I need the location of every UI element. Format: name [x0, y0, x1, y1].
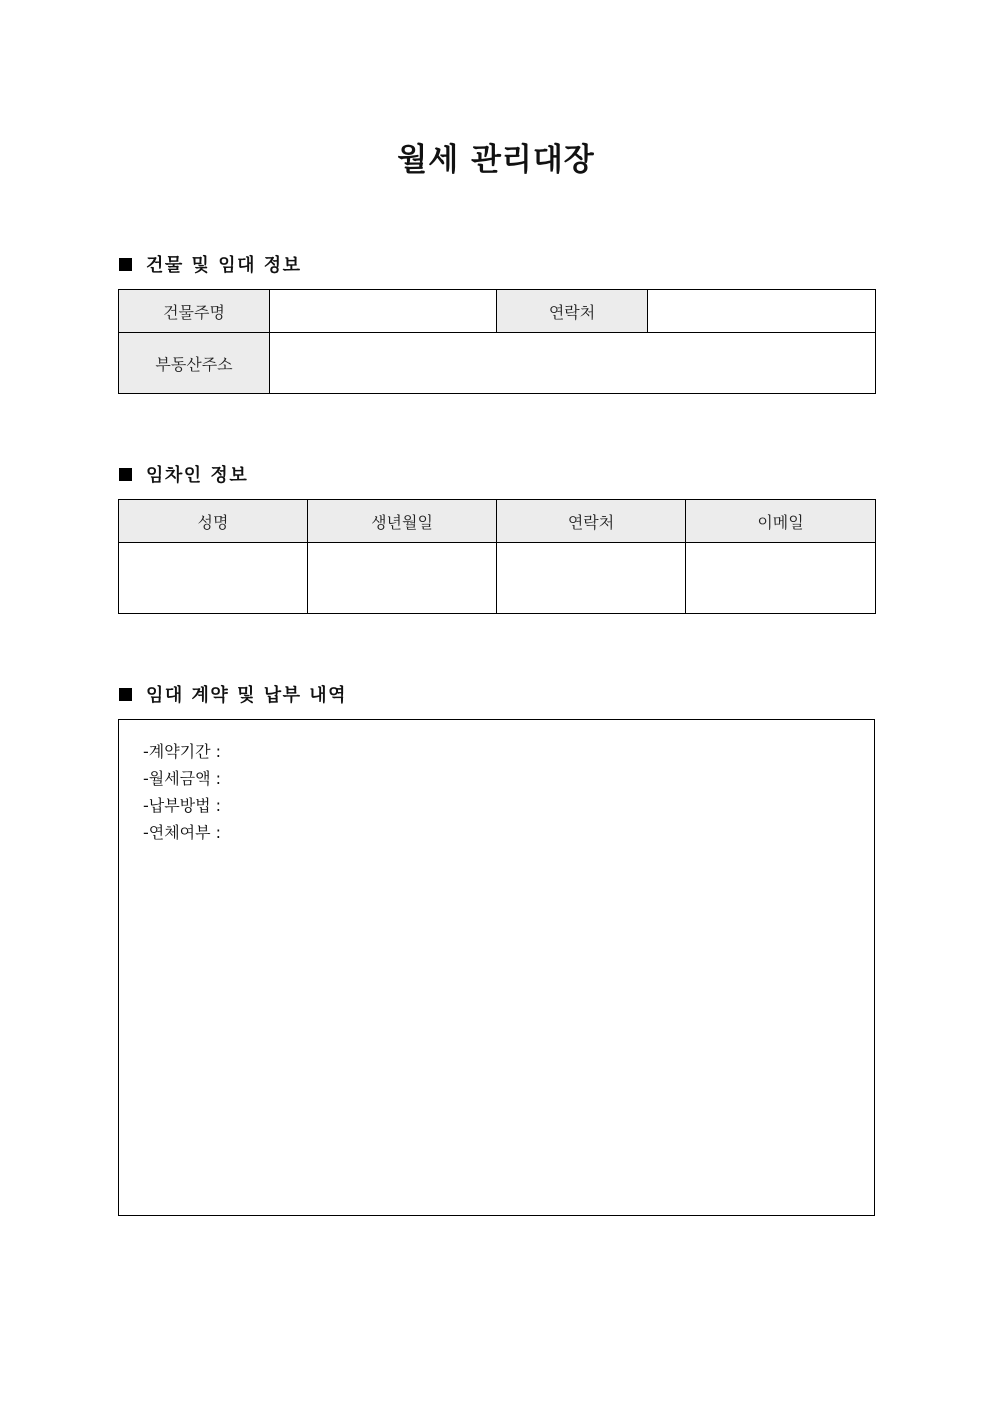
square-bullet-icon [119, 468, 132, 481]
building-info-table [118, 289, 876, 394]
tenant-name-field[interactable] [119, 543, 308, 614]
contact-field[interactable] [648, 290, 876, 333]
tenant-info-table [118, 499, 876, 614]
property-address-field[interactable] [270, 333, 876, 394]
contract-period-line: -계약기간 : [143, 742, 222, 761]
table-row [119, 290, 876, 333]
contact-label: 연락처 [497, 290, 648, 333]
section-heading-label: 건물 및 임대 정보 [146, 255, 302, 276]
tenant-contact-field[interactable] [497, 543, 686, 614]
column-header-birthdate: 생년월일 [308, 500, 497, 543]
square-bullet-icon [119, 258, 132, 271]
table-header-row [119, 500, 876, 543]
section-heading-contract [119, 682, 347, 706]
property-address-label: 부동산주소 [119, 333, 270, 394]
section-heading-tenant [119, 462, 248, 486]
table-row [119, 333, 876, 394]
column-header-name: 성명 [119, 500, 308, 543]
table-row [119, 543, 876, 614]
tenant-birthdate-field[interactable] [308, 543, 497, 614]
section-heading-building [119, 252, 302, 276]
overdue-status-line: -연체여부 : [143, 823, 222, 842]
section-heading-label: 임대 계약 및 납부 내역 [146, 685, 348, 706]
contract-details-list [143, 738, 221, 846]
section-heading-label: 임차인 정보 [146, 465, 249, 486]
monthly-rent-line: -월세금액 : [143, 769, 222, 788]
owner-name-field[interactable] [270, 290, 497, 333]
payment-method-line: -납부방법 : [143, 796, 222, 815]
owner-name-label: 건물주명 [119, 290, 270, 333]
column-header-contact: 연락처 [497, 500, 686, 543]
square-bullet-icon [119, 688, 132, 701]
tenant-email-field[interactable] [686, 543, 876, 614]
contract-details-box[interactable] [118, 719, 875, 1216]
page-title: 월세 관리대장 [397, 142, 595, 178]
column-header-email: 이메일 [686, 500, 876, 543]
